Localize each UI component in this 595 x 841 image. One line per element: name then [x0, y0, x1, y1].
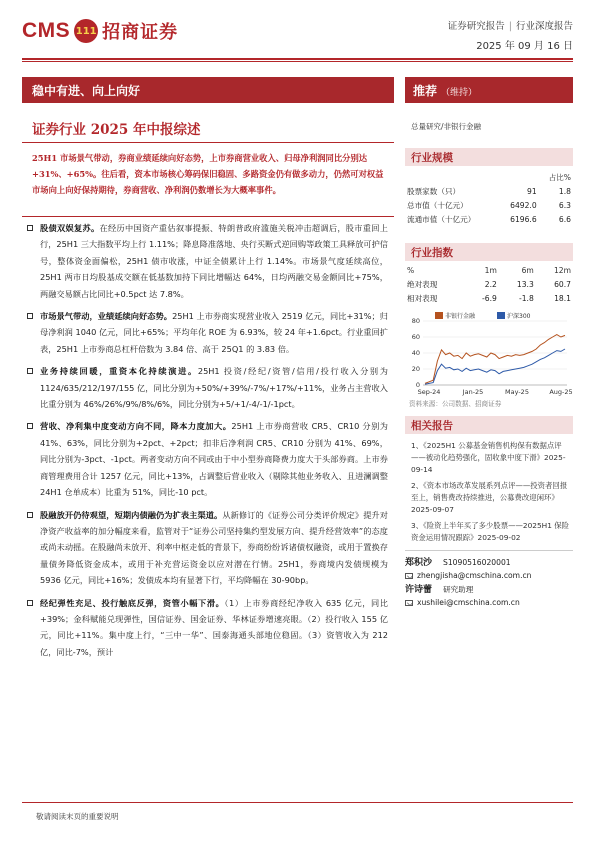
- scale-section-title: 行业规模: [405, 148, 573, 166]
- bullet-text: 25H1 投资/经纪/资管/信用/投行收入分别为 1124/635/212/197/155 亿，同比分别为+50%/+39%/-7%/+17%/+11%，业务占主营收入比重分别为 46%/26%/9%/8%/6%，同比分别为+5/+1/-4/-1/-1pct。: [40, 366, 388, 410]
- x-tick-label: Aug-25: [549, 388, 573, 397]
- square-bullet-icon: [27, 225, 33, 231]
- related-reports: [405, 440, 573, 544]
- bullet-head: 营收、净利集中度变动方向不同，降本力度加大。: [40, 421, 232, 432]
- series-line: [425, 335, 565, 384]
- analyst-block: [405, 557, 573, 609]
- column-header: %: [407, 266, 415, 276]
- y-tick-label: 40: [411, 349, 420, 358]
- index-table: [405, 265, 573, 306]
- banner-title: 稳中有进、向上向好: [22, 77, 394, 103]
- analyst-email[interactable]: zhengjisha@cmschina.com.cn: [417, 570, 532, 580]
- row-label: 相对表现: [407, 293, 438, 303]
- bullet-list: [26, 220, 388, 666]
- brand-logo: [22, 15, 178, 47]
- report-meta: 证券研究报告 | 行业深度报告 2025 年 09 月 16 日: [447, 21, 573, 52]
- coverage: 总量研究/非银行金融: [411, 122, 482, 131]
- report-date: 2025 年 09 月 16 日: [476, 41, 573, 52]
- report-title: 证券行业 2025 年中报综述: [32, 122, 201, 138]
- bullet-text: 从新修订的《证券公司分类评价规定》提升对净资产收益率的加分幅度来看，监管对于“证券公司坚持集约型发展方向、提升经营效率”的态度或尚未动摇。在股融尚未放开、利率中枢走低的背景下，券商纷纷诉诸债权融资，或用于置换存量债务降低资金成本，或用于补充营运资金以应对潜在行情。25H1，券商境内发债规模为 5936 亿元，同比+16%；发债成本均有显著下行，平均降幅在 30-90bp。: [40, 509, 388, 586]
- bullet-item: [26, 308, 388, 357]
- analyst-name: 许诗蕾: [405, 585, 433, 596]
- analyst-email[interactable]: xushilei@cmschina.com.cn: [417, 597, 520, 607]
- header-rule-thin: [22, 61, 573, 62]
- mail-icon: [405, 573, 413, 579]
- y-tick-label: 60: [411, 333, 420, 342]
- row-value: 2.2: [484, 279, 497, 289]
- table-header-row: [405, 265, 573, 277]
- bullet-item: [26, 363, 388, 412]
- row-label: 绝对表现: [407, 279, 438, 289]
- row-pct: 6.6: [558, 215, 571, 225]
- table-row: [405, 213, 573, 227]
- rating-modifier: （维持）: [441, 88, 478, 98]
- report-link[interactable]: 1、《2025H1 公募基金销售机构保有数据点评——被动化趋势强化，固收象中度下滑》2025-09-14: [411, 441, 566, 475]
- legend-item: [497, 311, 530, 320]
- legend-label: 沪深300: [507, 313, 531, 321]
- y-tick-label: 80: [411, 317, 420, 326]
- analyst-name: 郑积沙: [405, 558, 433, 569]
- report-category: 行业深度报告: [515, 21, 573, 32]
- row-value: 6492.0: [510, 200, 537, 210]
- x-tick-label: Jan-25: [462, 388, 484, 397]
- report-type: 证券研究报告: [447, 21, 505, 32]
- legend-swatch: [497, 312, 505, 319]
- mail-icon: [405, 600, 413, 606]
- bullet-text: （1）上市券商经纪净收入 635 亿元，同比+39%；金科赋能兑现弹性，国信证券、国金证券、华林证券增速亮眼。（2）投行收入 155 亿元，同比+11%。集中度上行，“三中一华”、国泰海通头部地位稳固。（3）资管收入为 212 亿，同比-7%，预计: [40, 597, 388, 657]
- side-column: [405, 77, 573, 609]
- x-tick-label: May-25: [505, 388, 529, 397]
- x-tick-label: Sep-24: [417, 388, 441, 397]
- row-value: 6196.6: [510, 215, 537, 225]
- square-bullet-icon: [27, 600, 33, 606]
- bullet-item: [26, 507, 388, 589]
- row-value: 18.1: [554, 293, 571, 303]
- column-header: 6m: [521, 266, 534, 276]
- square-bullet-icon: [27, 313, 33, 319]
- legend-item: [435, 311, 475, 320]
- index-section-title: 行业指数: [405, 243, 573, 261]
- bullet-head: 股债双娱复苏。: [40, 223, 100, 233]
- row-value: 13.3: [516, 279, 534, 289]
- row-pct: 1.8: [558, 186, 571, 196]
- row-pct: 6.3: [558, 200, 571, 210]
- report-link[interactable]: 2、《资本市场改革发展系列点评——投资者回报至上，销售费改持续推进，公募费改迎闲环》2025-09-07: [411, 481, 568, 515]
- footer-note: 敬请阅读末页的重要说明: [36, 812, 119, 821]
- row-label: 股票家数（只）: [407, 186, 461, 196]
- table-header-row: [405, 170, 573, 184]
- row-value: 60.7: [554, 279, 571, 289]
- bullet-head: 股融放开仍待观望，短期内债融仍为扩表主渠道。: [40, 509, 223, 520]
- analyst-title: 研究助理: [443, 585, 474, 595]
- row-value: -1.8: [518, 293, 534, 303]
- logo-text-cn: 招商证券: [102, 22, 179, 43]
- square-bullet-icon: [27, 512, 33, 518]
- column-header: 1m: [484, 266, 497, 276]
- y-tick-label: 20: [411, 365, 420, 374]
- row-label: 流通市值（十亿元）: [407, 215, 476, 225]
- side-divider: [405, 550, 573, 551]
- bullet-text: 25H1 上市券商实现营业收入 2519 亿元，同比+31%；归母净利润 1040 亿元，同比+65%；平均年化 ROE 为 6.93%，较 24 年+1.6pct。行业重回扩表，25H1 上市券商总杠杆倍数为 3.84 倍、高于 25Q1 的 3.83 倍。: [40, 311, 388, 354]
- scale-table: [405, 170, 573, 227]
- row-value: 91: [527, 186, 537, 196]
- logo-text-en: CMS: [22, 19, 71, 42]
- footer-rule: [22, 802, 573, 803]
- square-bullet-icon: [27, 368, 33, 374]
- bullet-item: [26, 418, 388, 500]
- chart-source: 资料来源：公司数据、招商证券: [409, 400, 502, 409]
- title-rule: [22, 142, 394, 143]
- index-chart: [405, 307, 573, 397]
- bullet-head: 市场景气带动，业绩延续向好态势。: [40, 311, 173, 322]
- legend-swatch: [435, 312, 443, 319]
- chart-legend: [435, 311, 530, 320]
- y-tick-label: 0: [415, 381, 420, 390]
- column-header: 12m: [553, 266, 571, 276]
- bullet-head: 经纪弹性充足、投行触底反弹，资管小幅下滑。: [40, 597, 225, 608]
- table-row: [405, 198, 573, 212]
- table-row: [405, 291, 573, 305]
- table-row: [405, 184, 573, 198]
- report-link[interactable]: 3、《险资上半年买了多少股票——2025H1 保险资金运用情况跟踪》2025-09-02: [411, 521, 570, 543]
- rating: 推荐: [413, 84, 438, 98]
- bullet-head: 业务持续回暖，重资本化持续演进。: [40, 366, 198, 377]
- chart-svg: [405, 307, 573, 397]
- bullet-item: [26, 220, 388, 302]
- square-bullet-icon: [27, 423, 33, 429]
- bullet-item: [26, 595, 388, 661]
- logo-badge-icon: 111: [74, 19, 98, 43]
- analyst-id: S1090516020001: [443, 558, 511, 568]
- rating-banner: [405, 77, 573, 103]
- summary-rule: [22, 216, 394, 217]
- column-header: 占比%: [548, 172, 571, 182]
- bullet-text: 25H1 上市券商营收 CR5、CR10 分别为 41%、63%，同比分别为+2pct、+2pct；扣非后净利润 CR5、CR10 分别为 41%、69%，同比分别为-3pct、-1pct。两者变动方向不同或由于中小型券商降费力度大于头部券商。上市券商管理费用合计 1257 亿元，同比+13%，占调整后营业收入（剔除其他业务收入、且进澜调整 24H1 仓单成本）比重为 51%，同比-10 pct。: [40, 421, 388, 498]
- header-rule: [22, 58, 573, 60]
- row-label: 总市值（十亿元）: [407, 200, 468, 210]
- legend-label: 非银行金融: [445, 313, 476, 321]
- bullet-text: 在经历中国资产重估叙事提振、特朗普政府滥施关税冲击超调后，股市重回上行，25H1 三大指数平均上行 1.11%；降息降准落地、央行买断式逆回购等政策工具释放可护信号，整体资金面偏松，25H1 债市收涨，中证全债累计上行 1.14%。市场景气度延续高位，25H1 两市日均股基成交额在低基数加持下同比增幅达 64%，日均两融交易金额同比+75%，两融交易额占比同比+0.5pct 达 7.8%。: [40, 223, 388, 299]
- row-value: -6.9: [482, 293, 497, 303]
- summary-text: 25H1 市场景气带动，券商业绩延续向好态势，上市券商营业收入、归母净利润同比分别达+31%、+65%。往后看，资本市场核心筹码保旧稳固、多路资金仍有做多动力，仍然可对权益市场向上向好保持期待，券商营收、净利润仍数增长为大概率事件。: [32, 153, 384, 195]
- reports-section-title: 相关报告: [405, 416, 573, 434]
- table-row: [405, 277, 573, 291]
